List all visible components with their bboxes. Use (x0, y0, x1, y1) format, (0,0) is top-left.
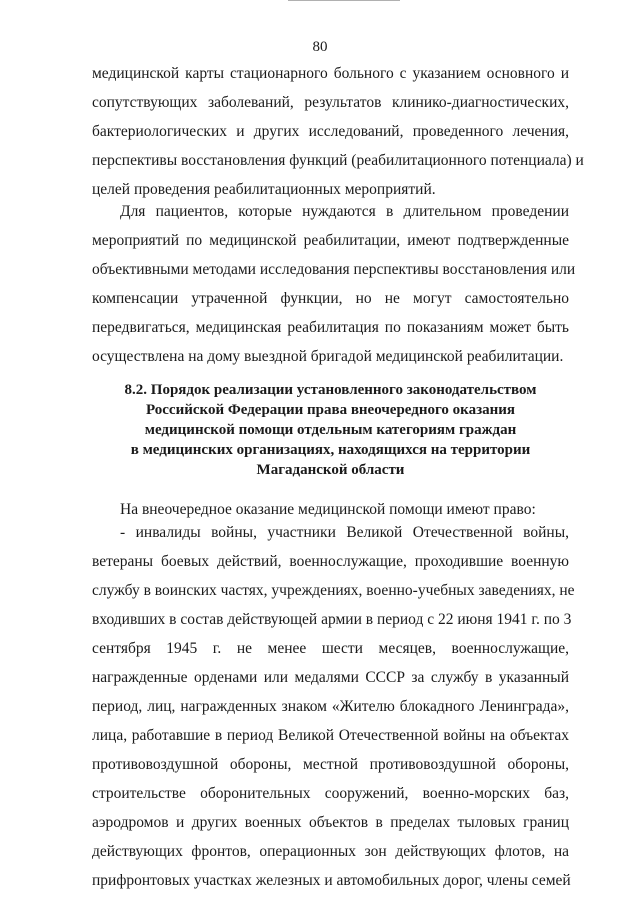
text-line: действующих фронтов, операционных зон действующих флотов, на (92, 843, 569, 860)
text-line: награжденные орденами или медалями СССР за службу в указанный (92, 669, 569, 686)
scan-edge-line (288, 0, 400, 1)
text-line: сентября 1945 г. не менее шести месяцев, военнослужащие, (92, 640, 569, 657)
text-line: аэродромов и других военных объектов в пределах тыловых границ (92, 814, 569, 831)
text-line: строительстве оборонительных сооружений, военно-морских баз, (92, 785, 569, 802)
text-line: прифронтовых участках железных и автомобильных дорог, члены семей (92, 872, 571, 889)
text-line: компенсации утраченной функции, но не могут самостоятельно (92, 290, 569, 307)
text-line: - инвалиды войны, участники Великой Отечественной войны, (120, 524, 569, 541)
text-line: мероприятий по медицинской реабилитации, имеют подтвержденные (92, 232, 569, 249)
text-line: входивших в состав действующей армии в период с 22 июня 1941 г. по 3 (92, 611, 572, 628)
text-line: службу в воинских частях, учреждениях, военно-учебных заведениях, не (92, 582, 575, 599)
heading-line: Магаданской области (256, 462, 405, 478)
text-line: ветераны боевых действий, военнослужащие, проходившие военную (92, 553, 569, 570)
text-line: На внеочередное оказание медицинской помощи имеют право: (120, 501, 536, 518)
heading-line: в медицинских организациях, находящихся на территории (130, 442, 531, 458)
section-heading (92, 380, 569, 480)
text-line: целей проведения реабилитационных мероприятий. (92, 181, 436, 198)
heading-line: 8.2. Порядок реализации установленного законодательством (124, 382, 537, 398)
text-line: перспективы восстановления функций (реабилитационного потенциала) и (92, 152, 584, 169)
paragraph-eligible-list (92, 518, 575, 895)
text-line: объективными методами исследования перспективы восстановления или (92, 261, 576, 278)
text-line: медицинской карты стационарного больного с указанием основного и (92, 65, 569, 82)
text-line: осуществлена на дому выездной бригадой медицинской реабилитации. (92, 348, 564, 365)
paragraph-home-rehabilitation (92, 197, 576, 371)
heading-line: Российской Федерации права внеочередного оказания (145, 402, 516, 418)
heading-line: медицинской помощи отдельным категориям граждан (144, 422, 517, 438)
text-line: бактериологических и других исследований, проведенного лечения, (92, 123, 569, 140)
text-line: передвигаться, медицинская реабилитация по показаниям может быть (92, 319, 569, 336)
text-line: Для пациентов, которые нуждаются в длительном проведении (120, 203, 569, 220)
text-line: период, лиц, награжденных знаком «Жителю блокадного Ленинграда», (92, 698, 569, 715)
page-number: 80 (312, 39, 328, 55)
text-line: противовоздушной обороны, местной противовоздушной обороны, (92, 756, 569, 773)
text-line: лица, работавшие в период Великой Отечественной войны на объектах (92, 727, 569, 744)
paragraph-continuation (92, 59, 584, 204)
text-line: сопутствующих заболеваний, результатов клинико-диагностических, (92, 94, 569, 111)
